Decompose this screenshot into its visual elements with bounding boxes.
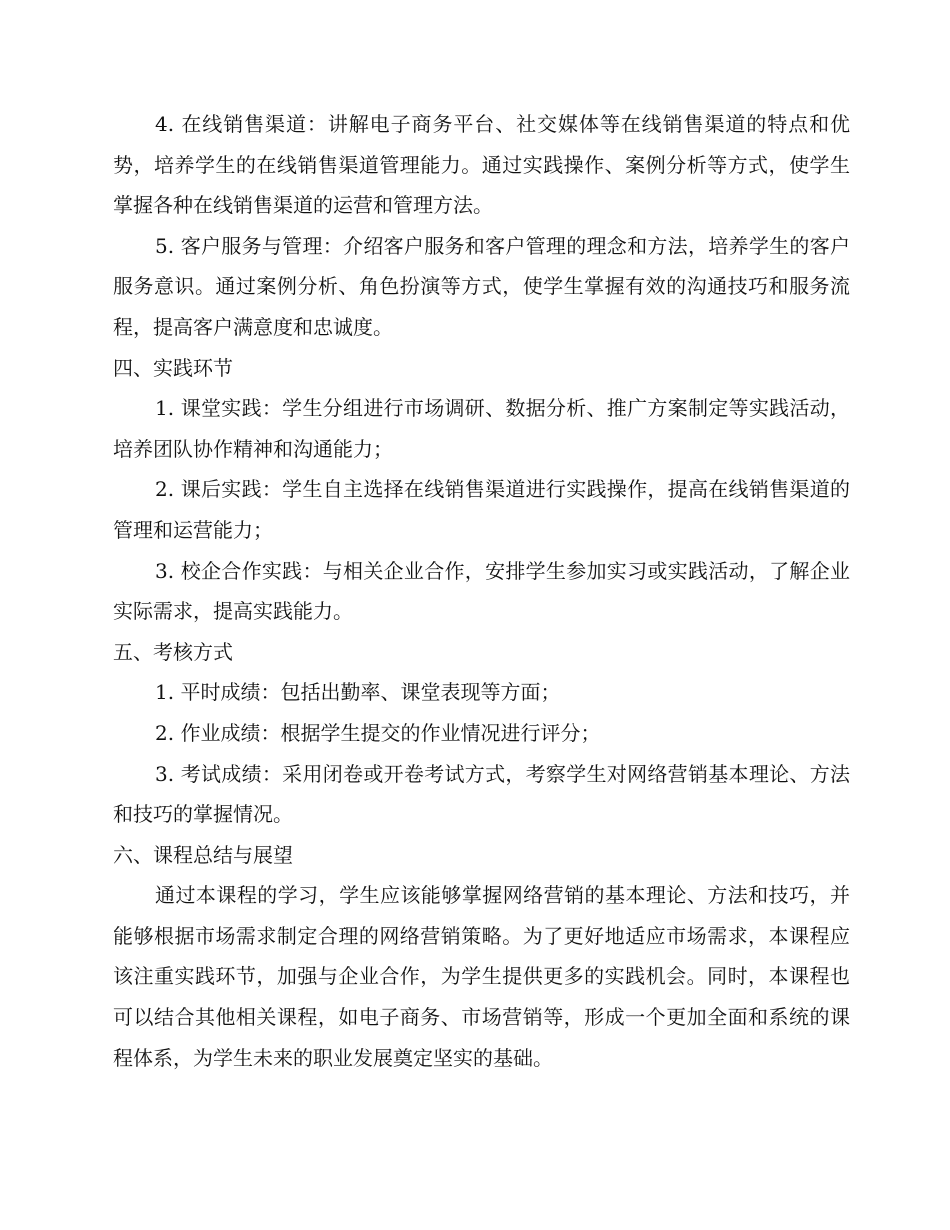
summary-paragraph: 通过本课程的学习，学生应该能够掌握网络营销的基本理论、方法和技巧，并能够根据市场需求制定合理的网络营销策略。为了更好地适应市场需求，本课程应该注重实践环节，加强与企业合作，为学生提供更多的实践机会。同时，本课程也可以结合其他相关课程，如电子商务、市场营销等，形成一个更加全面和系统的课程体系，为学生未来的职业发展奠定坚实的基础。 [113,883,850,1070]
section-heading-summary: 六、课程总结与展望 [113,842,293,867]
item-after-class-practice: 2. 课后实践：学生自主选择在线销售渠道进行实践操作，提高在线销售渠道的管理和运营能力； [113,477,850,542]
item-regular-grade: 1. 平时成绩：包括出勤率、课堂表现等方面； [155,680,561,705]
item-homework-grade: 2. 作业成绩：根据学生提交的作业情况进行评分； [155,720,601,745]
item-school-enterprise-practice: 3. 校企合作实践：与相关企业合作，安排学生参加实习或实践活动，了解企业实际需求，提高实践能力。 [113,558,850,624]
document-page [113,104,850,1078]
section-heading-practice: 四、实践环节 [113,355,233,380]
item-online-sales-channels: 4. 在线销售渠道：讲解电子商务平台、社交媒体等在线销售渠道的特点和优势，培养学生的在线销售渠道管理能力。通过实践操作、案例分析等方式，使学生掌握各种在线销售渠道的运营和管理方法。 [113,112,850,218]
item-customer-service: 5. 客户服务与管理：介绍客户服务和客户管理的理念和方法，培养学生的客户服务意识。通过案例分析、角色扮演等方式，使学生掌握有效的沟通技巧和服务流程，提高客户满意度和忠诚度。 [113,233,850,339]
item-exam-grade: 3. 考试成绩：采用闭卷或开卷考试方式，考察学生对网络营销基本理论、方法和技巧的掌握情况。 [113,761,850,827]
section-heading-assessment: 五、考核方式 [113,639,233,664]
item-classroom-practice: 1. 课堂实践：学生分组进行市场调研、数据分析、推广方案制定等实践活动，培养团队协作精神和沟通能力； [113,396,850,461]
